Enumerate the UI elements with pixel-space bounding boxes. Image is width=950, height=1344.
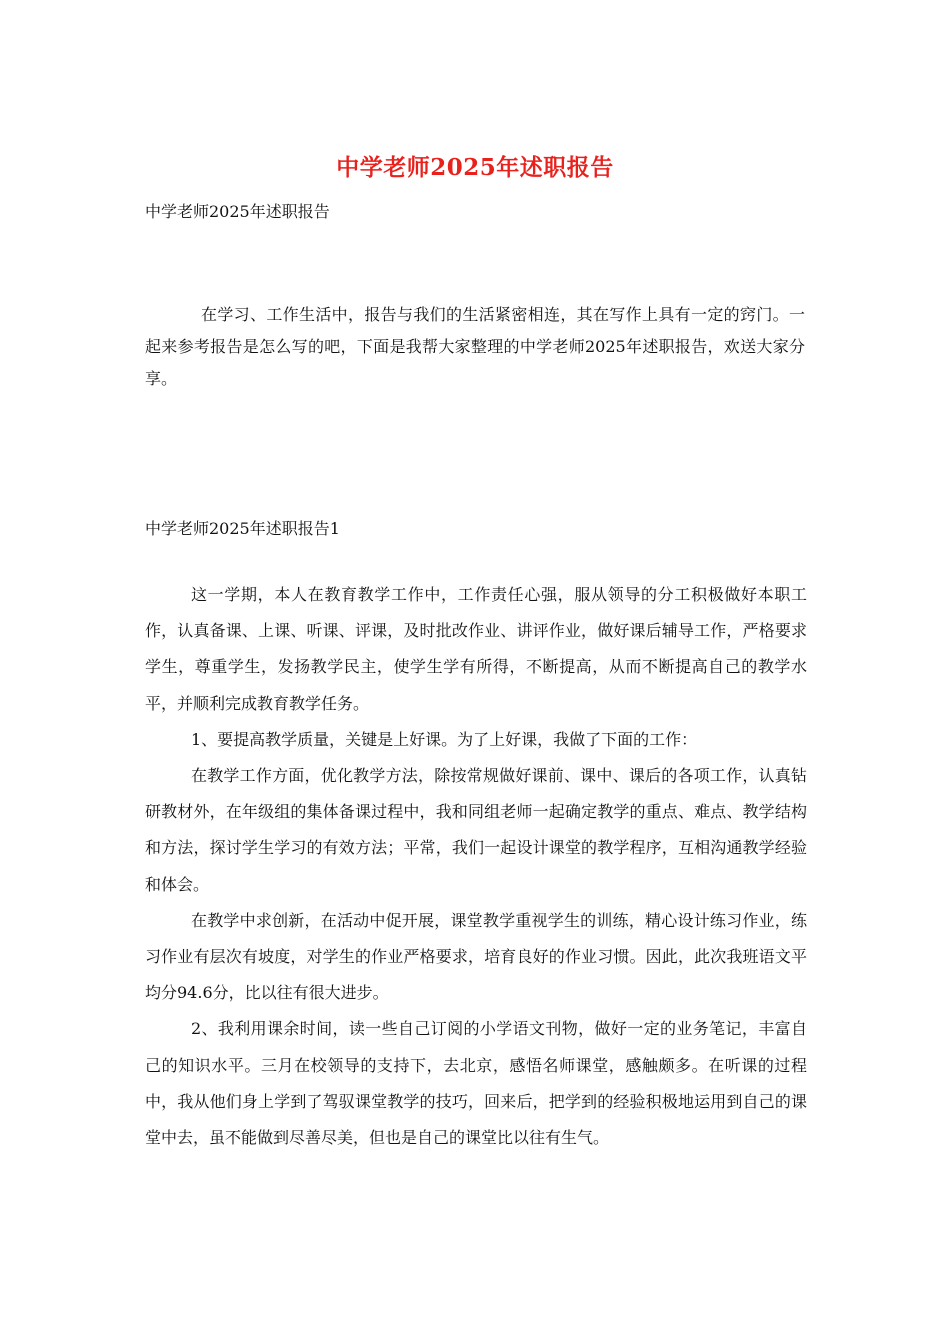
body-paragraph: 这一学期，本人在教育教学工作中，工作责任心强，服从领导的分工积极做好本职工作，认真备课、上课、听课、评课，及时批改作业、讲评作业，做好课后辅导工作，严格要求学生，尊重学生，发扬教学民主，使学生学有所得，不断提高，从而不断提高自己的教学水平，并顺利完成教育教学任务。 (145, 585, 807, 713)
body-paragraph: 1、要提高教学质量，关键是上好课。为了上好课，我做了下面的工作： (191, 729, 698, 749)
body-text (145, 577, 807, 1156)
document-subtitle: 中学老师2025年述职报告 (145, 202, 330, 221)
body-paragraph: 在教学工作方面，优化教学方法，除按常规做好课前、课中、课后的各项工作，认真钻研教材外，在年级组的集体备课过程中，我和同组老师一起确定教学的重点、难点、教学结构和方法，探讨学生学习的有效方法；平常，我们一起设计课堂的教学程序，互相沟通教学经验和体会。 (145, 766, 807, 894)
section-heading: 中学老师2025年述职报告1 (145, 519, 340, 538)
document-title: 中学老师2025年述职报告 (336, 154, 614, 181)
body-paragraph: 在教学中求创新，在活动中促开展，课堂教学重视学生的训练，精心设计练习作业，练习作业有层次有坡度，对学生的作业严格要求，培育良好的作业习惯。因此，此次我班语文平均分94.6分，比以往有很大进步。 (145, 910, 807, 1003)
body-paragraph: 2、我利用课余时间，读一些自己订阅的小学语文刊物，做好一定的业务笔记，丰富自己的知识水平。三月在校领导的支持下，去北京，感悟名师课堂，感触颇多。在听课的过程中，我从他们身上学到了驾驭课堂教学的技巧，回来后，把学到的经验积极地运用到自己的课堂中去，虽不能做到尽善尽美，但也是自己的课堂比以往有生气。 (145, 1019, 807, 1148)
intro-paragraph: 在学习、工作生活中，报告与我们的生活紧密相连，其在写作上具有一定的窍门。一起来参考报告是怎么写的吧，下面是我帮大家整理的中学老师2025年述职报告，欢送大家分享。 (145, 305, 805, 388)
